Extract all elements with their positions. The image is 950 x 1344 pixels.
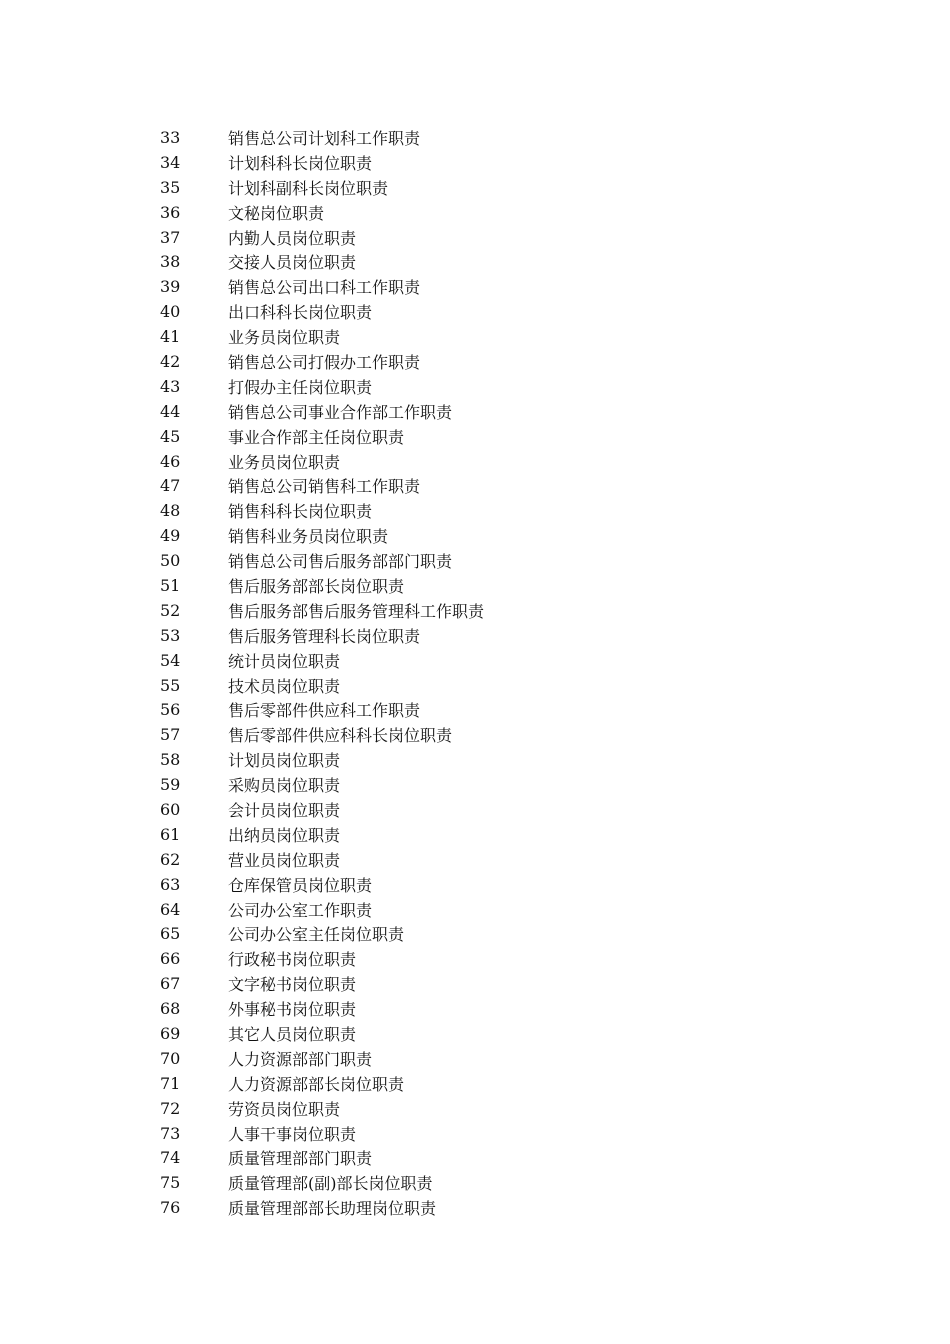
toc-item-number: 58 [160,750,181,770]
toc-item [160,349,760,374]
toc-item-number: 45 [160,426,181,446]
toc-item-title: 技术员岗位职责 [228,676,341,696]
toc-item [160,175,760,200]
toc-item-number: 38 [160,252,181,272]
toc-item [160,971,760,996]
toc-item [160,473,760,498]
toc-item-number: 37 [160,227,181,247]
toc-item-number: 35 [160,177,181,197]
toc-item [160,1121,760,1146]
toc-item-title: 质量管理部部长助理岗位职责 [228,1199,437,1219]
toc-item [160,673,760,698]
toc-item-number: 74 [160,1148,181,1168]
toc-item-title: 采购员岗位职责 [228,776,341,796]
toc-item-title: 仓库保管员岗位职责 [228,875,373,895]
toc-item [160,200,760,225]
toc-item [160,897,760,922]
toc-item-title: 销售总公司出口科工作职责 [228,278,421,298]
toc-item-title: 计划科副科长岗位职责 [228,178,389,198]
toc-item [160,1146,760,1171]
toc-item [160,822,760,847]
toc-item-title: 出口科科长岗位职责 [228,303,373,323]
toc-item [160,523,760,548]
toc-item [160,573,760,598]
toc-item-title: 质量管理部(副)部长岗位职责 [228,1174,433,1194]
toc-item-number: 73 [160,1123,181,1143]
toc-item-title: 外事秘书岗位职责 [228,1000,357,1020]
toc-item-title: 行政秘书岗位职责 [228,950,357,970]
toc-item-number: 68 [160,999,181,1019]
toc-item [160,1046,760,1071]
toc-item-number: 42 [160,351,181,371]
toc-item-number: 72 [160,1098,181,1118]
toc-item [160,772,760,797]
toc-item-number: 57 [160,725,181,745]
toc-item-number: 60 [160,799,181,819]
toc-item-title: 劳资员岗位职责 [228,1099,341,1119]
toc-item-title: 会计员岗位职责 [228,800,341,820]
toc-item [160,1021,760,1046]
toc-item-number: 66 [160,949,181,969]
toc-item-title: 售后服务管理科长岗位职责 [228,626,421,646]
toc-item-number: 65 [160,924,181,944]
toc-list [160,125,760,1220]
toc-item-number: 49 [160,526,181,546]
toc-item [160,598,760,623]
toc-item-number: 44 [160,401,181,421]
toc-item [160,274,760,299]
toc-item-number: 43 [160,376,181,396]
toc-item [160,374,760,399]
toc-item-title: 营业员岗位职责 [228,850,341,870]
toc-item [160,1071,760,1096]
toc-item-title: 售后服务部售后服务管理科工作职责 [228,601,485,621]
toc-item [160,922,760,947]
toc-item-title: 计划科科长岗位职责 [228,153,373,173]
toc-item-number: 63 [160,874,181,894]
toc-item [160,498,760,523]
toc-item-title: 公司办公室主任岗位职责 [228,925,405,945]
toc-item [160,648,760,673]
toc-item-title: 销售总公司计划科工作职责 [228,128,421,148]
toc-item-number: 59 [160,775,181,795]
toc-item-number: 69 [160,1024,181,1043]
toc-item-title: 公司办公室工作职责 [228,900,373,920]
toc-item-title: 出纳员岗位职责 [228,825,341,845]
toc-item [160,623,760,648]
toc-item-number: 41 [160,327,181,347]
toc-item [160,299,760,324]
toc-item [160,225,760,250]
toc-item [160,150,760,175]
toc-item-title: 其它人员岗位职责 [228,1025,357,1044]
toc-item [160,548,760,573]
toc-item-number: 52 [160,600,181,620]
toc-item-title: 文字秘书岗位职责 [228,975,357,995]
toc-item-number: 36 [160,202,181,222]
toc-item-title: 业务员岗位职责 [228,452,341,472]
toc-item [160,722,760,747]
toc-item-title: 销售总公司销售科工作职责 [228,477,421,497]
toc-item-title: 销售总公司打假办工作职责 [228,352,421,372]
toc-item-number: 34 [160,152,181,172]
toc-item-number: 64 [160,899,181,919]
toc-item-title: 销售总公司售后服务部部门职责 [228,552,453,572]
toc-item [160,872,760,897]
toc-item-title: 内勤人员岗位职责 [228,228,357,248]
toc-item-title: 事业合作部主任岗位职责 [228,427,405,447]
toc-item-title: 打假办主任岗位职责 [228,377,373,397]
toc-item [160,697,760,722]
toc-item-title: 售后零部件供应科工作职责 [228,701,421,721]
toc-item-number: 71 [160,1073,181,1093]
toc-item [160,996,760,1021]
toc-item-title: 销售科业务员岗位职责 [228,527,389,547]
toc-item-number: 48 [160,501,181,521]
toc-item-number: 56 [160,700,181,720]
toc-item-title: 业务员岗位职责 [228,328,341,348]
toc-item-title: 统计员岗位职责 [228,651,341,671]
toc-item [160,1096,760,1121]
toc-item-number: 40 [160,302,181,322]
toc-item-title: 人力资源部部门职责 [228,1049,373,1069]
toc-item-number: 54 [160,650,181,670]
toc-item-number: 33 [160,127,181,147]
toc-item-title: 计划员岗位职责 [228,751,341,771]
toc-item-number: 46 [160,451,181,471]
toc-item-number: 61 [160,824,181,844]
toc-item-title: 售后服务部部长岗位职责 [228,576,405,596]
toc-item-title: 售后零部件供应科科长岗位职责 [228,726,453,746]
toc-item [160,946,760,971]
toc-item [160,449,760,474]
toc-item [160,747,760,772]
toc-item-title: 销售总公司事业合作部工作职责 [228,402,453,422]
toc-item-number: 55 [160,675,181,695]
toc-item-number: 70 [160,1048,181,1068]
toc-item-number: 53 [160,625,181,645]
toc-item [160,399,760,424]
toc-item-number: 62 [160,849,181,869]
toc-item [160,324,760,349]
toc-item-title: 文秘岗位职责 [228,203,325,223]
toc-item-number: 47 [160,476,181,496]
toc-item [160,1170,760,1195]
toc-item [160,125,760,150]
toc-item [160,424,760,449]
toc-item-number: 50 [160,551,181,571]
toc-item-title: 人事干事岗位职责 [228,1124,357,1144]
toc-item-title: 质量管理部部门职责 [228,1149,373,1169]
toc-item-title: 交接人员岗位职责 [228,253,357,273]
toc-item-number: 76 [160,1198,181,1218]
toc-item-number: 67 [160,974,181,994]
toc-item [160,797,760,822]
toc-item [160,847,760,872]
toc-item-title: 人力资源部部长岗位职责 [228,1074,405,1094]
toc-item [160,249,760,274]
toc-item-number: 75 [160,1173,181,1193]
toc-item-number: 39 [160,277,181,297]
toc-item-title: 销售科科长岗位职责 [228,502,373,522]
toc-item [160,1195,760,1220]
toc-item-number: 51 [160,575,181,595]
